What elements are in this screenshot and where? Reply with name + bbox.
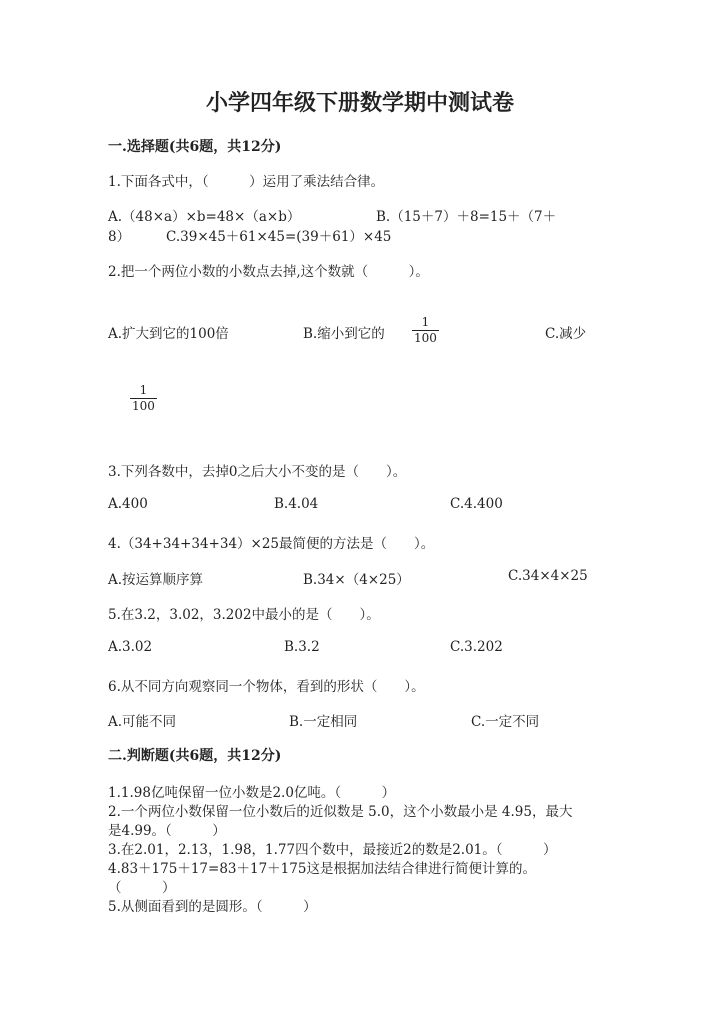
section-heading-choice: 一.选择题(共6题，共12分) — [108, 139, 282, 155]
judgment-item-4-continued: （ ） — [108, 880, 176, 896]
q5-option-c: C.3.202 — [450, 639, 503, 655]
q6-option-c: C.一定不同 — [471, 714, 540, 730]
q4-option-c: C.34×4×25 — [508, 568, 588, 584]
question-2: 2.把一个两位小数的小数点去掉,这个数就（ ）。 — [108, 264, 429, 280]
judgment-item-2: 2.一个两位小数保留一位小数后的近似数是 5.0，这个小数最小是 4.95，最大 — [108, 804, 573, 820]
q2-option-a: A.扩大到它的100倍 — [108, 326, 229, 342]
q4-option-b: B.34×（4×25） — [303, 572, 410, 588]
question-4: 4.（34+34+34+34）×25最简便的方法是（ ）。 — [108, 536, 435, 552]
q2-option-b-fraction — [412, 316, 439, 345]
judgment-item-5: 5.从侧面看到的是圆形。（ ） — [108, 899, 317, 915]
judgment-item-1: 1.1.98亿吨保留一位小数是2.0亿吨。（ ） — [108, 785, 396, 801]
q3-option-a: A.400 — [108, 496, 148, 512]
q3-option-c: C.4.400 — [450, 496, 503, 512]
q4-option-a: A.按运算顺序算 — [108, 572, 204, 588]
q2-option-b: B.缩小到它的 — [303, 326, 385, 342]
q1-option-c: C.39×45＋61×45=(39＋61）×45 — [166, 229, 392, 245]
q2-option-c-fraction — [130, 384, 157, 413]
q5-option-a: A.3.02 — [108, 639, 153, 655]
q6-option-a: A.可能不同 — [108, 714, 177, 730]
question-6: 6.从不同方向观察同一个物体，看到的形状（ ）。 — [108, 679, 425, 695]
q3-option-b: B.4.04 — [274, 496, 319, 512]
fraction-numerator: 1 — [139, 383, 148, 397]
fraction-denominator: 100 — [132, 399, 155, 414]
judgment-item-3: 3.在2.01，2.13，1.98，1.77四个数中，最接近2的数是2.01。（ ） — [108, 842, 557, 858]
page-title: 小学四年级下册数学期中测试卷 — [205, 90, 514, 116]
section-heading-judgment: 二.判断题(共6题，共12分) — [108, 748, 282, 764]
question-5: 5.在3.2，3.02，3.202中最小的是（ ）。 — [108, 607, 380, 623]
question-1: 1.下面各式中，（ ）运用了乘法结合律。 — [108, 174, 385, 190]
fraction-numerator: 1 — [421, 315, 430, 329]
q5-option-b: B.3.2 — [284, 639, 320, 655]
q1-option-a: A.（48×a）×b=48×（a×b） — [108, 209, 301, 225]
q1-option-b-continued: 8） — [108, 229, 131, 245]
fraction-denominator: 100 — [414, 331, 437, 346]
q2-option-c: C.减少 — [545, 326, 587, 342]
q1-option-b: B.（15＋7）＋8=15＋（7＋ — [376, 209, 557, 225]
q6-option-b: B.一定相同 — [289, 714, 358, 730]
judgment-item-2-continued: 是4.99。（ ） — [108, 823, 226, 839]
judgment-item-4: 4.83＋175＋17=83＋17＋175这是根据加法结合律进行简便计算的。 — [108, 861, 536, 877]
question-3: 3.下列各数中，去掉0之后大小不变的是（ ）。 — [108, 464, 407, 480]
